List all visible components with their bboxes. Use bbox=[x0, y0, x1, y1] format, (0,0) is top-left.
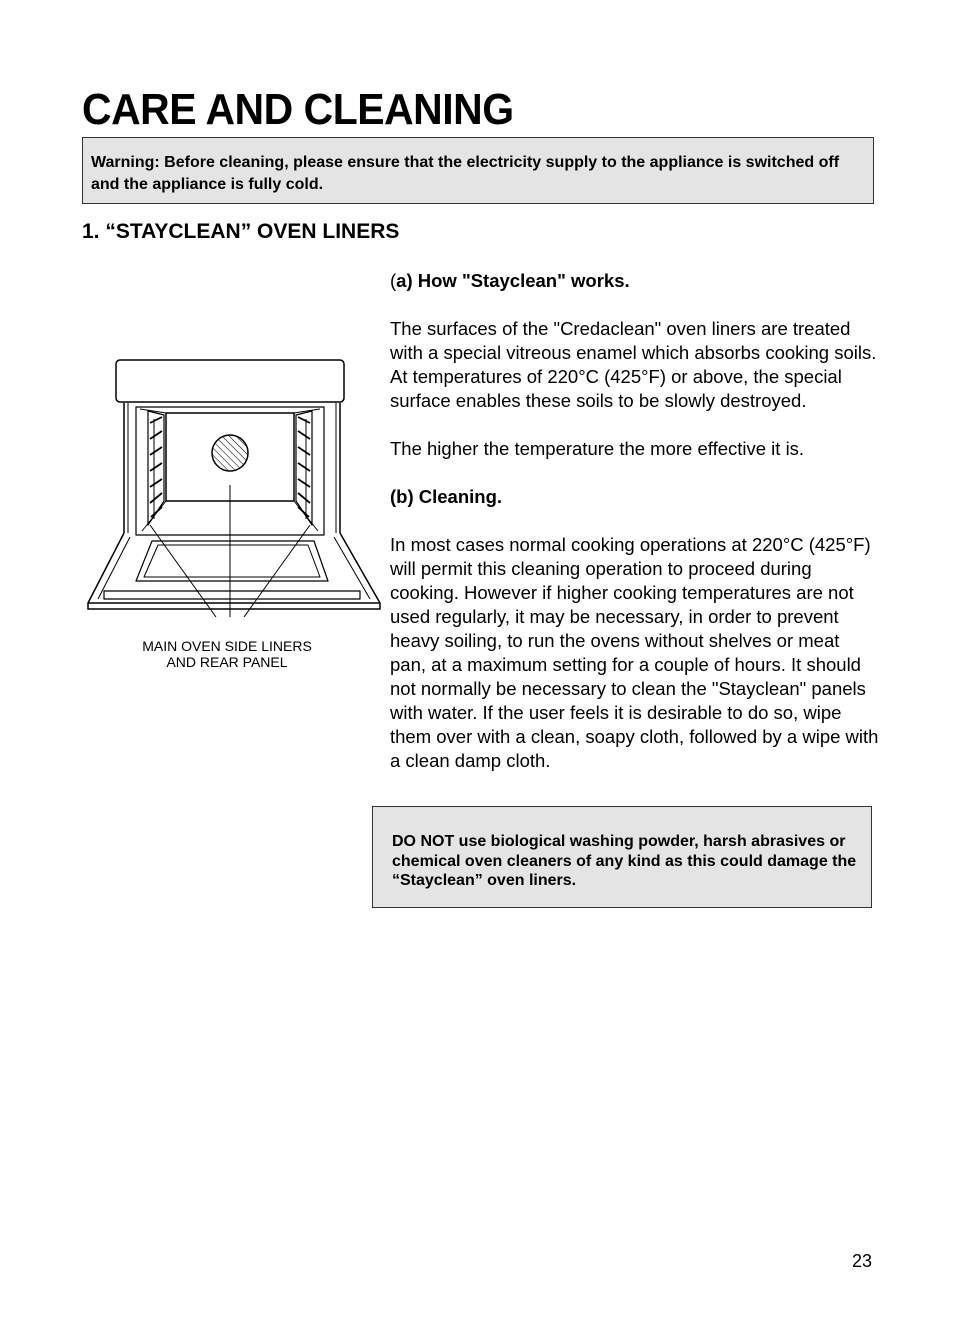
caution-text: DO NOT use biological washing powder, harsh abrasives or chemical oven cleaners of any kind as this could damage the “Stayclean” oven liners. bbox=[392, 833, 857, 889]
page-title: CARE AND CLEANING bbox=[82, 85, 514, 134]
page-number: 23 bbox=[851, 1251, 872, 1271]
section-a-heading-prefix: ( bbox=[390, 270, 397, 291]
caption-line-2: AND REAR PANEL bbox=[166, 654, 288, 670]
section-b-paragraph: In most cases normal cooking operations at 220°C (425°F) will permit this cleaning operation to proceed during cooking. However if higher cooking temperatures are not used regularly, it may be necessary, in order to prevent heavy soiling, to run the ovens without shelves or meat pan, at a maximum setting for a couple of hours. It should not normally be necessary to clean the "Stayclean" panels with water. If the user feels it is desirable to do so, wipe them over with a clean, soapy cloth, followed by a wipe with a clean damp cloth. bbox=[390, 534, 879, 771]
section-b-heading: (b) Cleaning. bbox=[390, 486, 503, 507]
section-a-heading bbox=[390, 269, 880, 293]
oven-illustration bbox=[84, 355, 384, 617]
door-handle bbox=[104, 591, 360, 599]
oven-door bbox=[88, 533, 380, 603]
control-panel bbox=[116, 360, 344, 402]
caution-box bbox=[372, 806, 872, 908]
section-a-heading-text: a) How "Stayclean" works. bbox=[396, 270, 630, 291]
section-a-paragraph-1: The surfaces of the "Credaclean" oven liners are treated with a special vitreous enamel which absorbs cooking soils. At temperatures of 220°C (425°F) or above, the special surface enables these soils to be slowly destroyed. bbox=[390, 318, 877, 411]
leader-lines bbox=[150, 485, 310, 617]
fan-cover bbox=[212, 435, 248, 471]
illustration-caption bbox=[100, 638, 354, 670]
section-heading: 1. “STAYCLEAN” OVEN LINERS bbox=[82, 220, 400, 243]
warning-text: Warning: Before cleaning, please ensure that the electricity supply to the appliance is switched off and the appliance is fully cold. bbox=[91, 154, 840, 193]
warning-box bbox=[82, 137, 874, 204]
door-window bbox=[136, 541, 328, 581]
section-a-paragraph-2: The higher the temperature the more effective it is. bbox=[390, 438, 805, 459]
caption-line-1: MAIN OVEN SIDE LINERS bbox=[142, 638, 312, 654]
